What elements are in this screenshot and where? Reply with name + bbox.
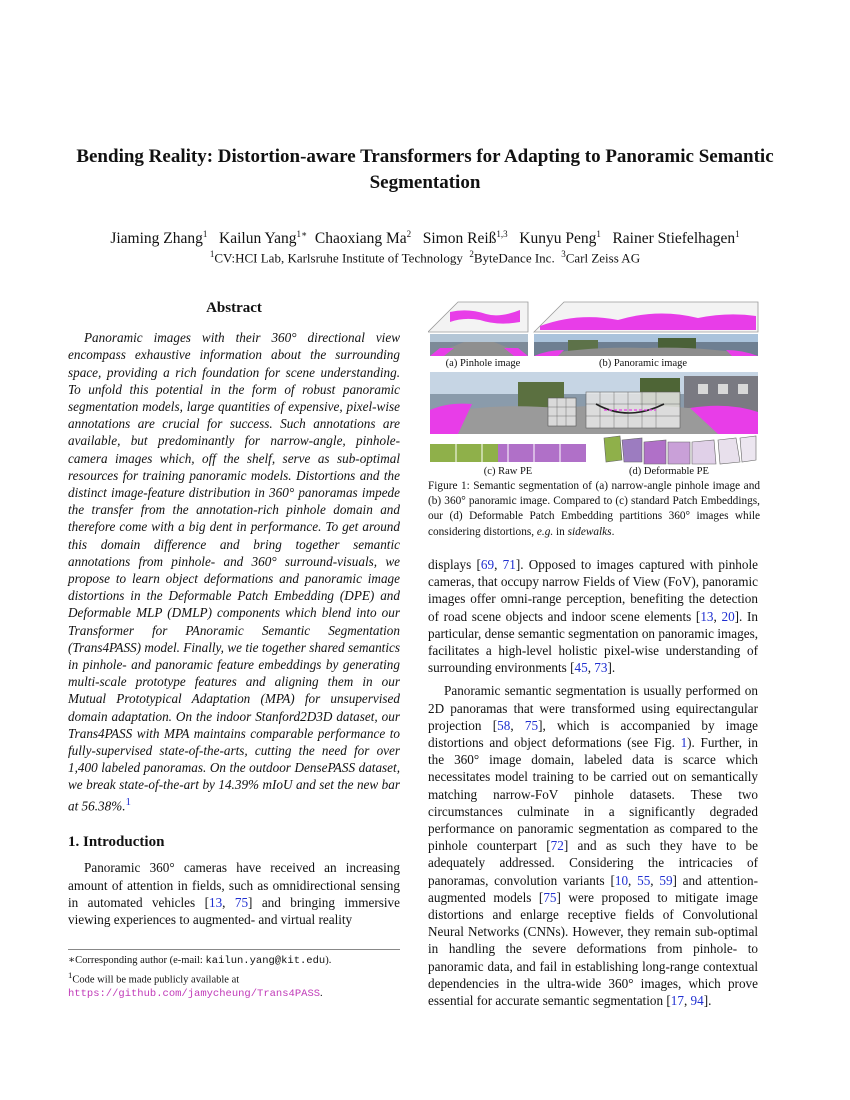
affiliation: CV:HCI Lab, Karlsruhe Institute of Technology [214, 250, 463, 266]
label-raw-pe: (c) Raw PE [483, 466, 533, 477]
paper-title: Bending Reality: Distortion-aware Transformers for Adapting to Panoramic Semantic Segmentation [76, 146, 774, 193]
figure-1-illustration [428, 298, 760, 476]
label-pinhole-image: (a) Pinhole image [445, 358, 521, 369]
intro-paragraph-1-continued: displays [69, 71]. Opposed to images captured with pinhole cameras, that occupy narrow Fields of View (FoV), panoramic images offer omni-range perception, benefiting the detection of road scene objects and indoor scene elements [13, 20]. In particular, dense semantic segmentation on panoramic images, facilitates a high-level holistic pixel-wise understanding of surrounding environments [45, 73]. [428, 557, 759, 676]
deformable-pe-strip [604, 436, 756, 464]
left-column [68, 300, 400, 934]
author-name: Kailun Yang [219, 230, 297, 248]
citation-link[interactable]: 45 [574, 660, 588, 676]
label-panoramic-image: (b) Panoramic image [598, 358, 688, 369]
citation-link[interactable]: 13 [700, 608, 714, 624]
footnote-number: 1 [68, 969, 73, 980]
author-name: Chaoxiang Ma [314, 230, 407, 248]
footnote-marker[interactable]: 1 [125, 795, 132, 808]
author-name: Jiaming Zhang [110, 230, 203, 248]
pinhole-image-panel [428, 302, 528, 356]
affiliation: ByteDance Inc. [473, 250, 555, 266]
text-run: ]. [607, 660, 616, 676]
text-run: ] and attention-augmented models [ [428, 872, 759, 905]
citation-link[interactable]: 59 [659, 872, 673, 888]
text-run: . [320, 987, 323, 999]
text-run: ], which is accompanied by image distortions and object deformations (see Fig. [428, 717, 759, 751]
affil-sup: 3 [561, 249, 566, 259]
affil-sup: 2 [469, 249, 474, 259]
citation-link[interactable]: 71 [502, 557, 516, 572]
text-run: Figure 1: Semantic segmentation of (a) narrow-angle pinhole image and (b) 360° panoramic image. Compared to (c) standard Patch Embeddings, our (d) Deformable Patch Embedding partitions 360° images while considering distortions, [428, 480, 760, 538]
text-run: ] were proposed to mitigate image distortions and enlarge receptive fields of Convolutional Neural Networks (CNNs). However, they remain sub-optimal in handling the severe deformations from pinhole- to panoramic data, and fail in establishing long-range contextual dependencies in the ultra-wide 360° images, which prove essential for accurate semantic segmentation [ [428, 889, 759, 1009]
text-run: ] and bringing immersive viewing experiences to augmented- and virtual reality [68, 894, 400, 928]
text-run: . [611, 525, 615, 538]
email-link[interactable]: kailun.yang@kit.edu [205, 955, 326, 967]
intro-paragraph-1: Panoramic 360° cameras have received an increasing amount of attention in fields, such as omnidirectional sensing in automated vehicles [13, 75] and bringing immersive viewing experiences to augmented- and virtual reality [68, 860, 400, 928]
author-name: Rainer Stiefelhagen [612, 230, 736, 248]
affiliation: Carl Zeiss AG [565, 250, 641, 266]
text-run: in [553, 525, 568, 538]
intro-heading: 1. Introduction [68, 834, 165, 851]
citation-link[interactable]: 75 [524, 717, 539, 733]
raw-pe-strip [430, 444, 586, 462]
figure-ref-link[interactable]: 1 [680, 735, 688, 751]
citation-link[interactable]: 94 [690, 993, 704, 1009]
author-affil-sup: 1 [735, 229, 740, 239]
text-run: ). Further, in the 360° image domain, labeled data is scarce which necessitates model training to be carried out on semantically matching narrow-FoV pinhole datasets. These two circumstances culminate in a significantly degraded performance on panoramic segmentation as compared to the pinhole counterpart [ [428, 735, 758, 854]
citation-link[interactable]: 73 [594, 660, 608, 676]
author-affil-sup: 2 [406, 229, 412, 239]
text-run: ). [325, 955, 332, 966]
intro-paragraph-2: Panoramic semantic segmentation is usually performed on 2D panoramas that were transformed using equirectangular projection [58, 75], which is accompanied by image distortions and object deformations (see Fig. 1). Further, in the 360° image domain, labeled data is scarce which necessitates model training to be carried out on semantically matching narrow-FoV pinhole datasets. These two circumstances culminate in a significantly degraded performance on panoramic segmentation as compared to the pinhole counterpart [72] and as such they have to be adequately addressed. Considering the intricacies of panoramas, convolution variants [10, 55, 59] and attention-augmented models [75] were proposed to mitigate image distortions and enlarge receptive fields of Convolutional Neural Networks (CNNs). However, they remain sub-optimal in handling the severe deformations from pinhole- to panoramic data, and fail in establishing long-range contextual dependencies in the ultra-wide 360° images, which prove essential for accurate semantic segmentation [17, 94]. [428, 683, 759, 1009]
citation-link[interactable]: 72 [550, 838, 564, 854]
citation-link[interactable]: 69 [480, 557, 495, 572]
text-run: e.g. [536, 525, 554, 538]
text-run: ]. Opposed to images captured with pinhole cameras, that occupy narrow Fields of View (FoV), panoramic images offer omni-range perception, benefiting the detection of road scene objects and indoor scene elements [ [428, 557, 759, 624]
citation-link[interactable]: 75 [543, 889, 557, 905]
citation-link[interactable]: 58 [497, 717, 511, 733]
author-name: Kunyu Peng [519, 230, 597, 248]
footnotes [68, 949, 400, 1001]
author-affil-sup: 1 [202, 229, 208, 239]
panoramic-image-panel [534, 302, 758, 356]
right-column [428, 556, 758, 1015]
author-affil-sup: 1∗ [296, 229, 308, 239]
citation-link[interactable]: 55 [637, 872, 651, 888]
citation-link[interactable]: 17 [670, 993, 684, 1009]
citation-link[interactable]: 20 [721, 608, 735, 624]
text-run: ]. [703, 993, 712, 1009]
text-run: ]. In particular, dense semantic segmentation on panoramic images, facilitates a high-level holistic pixel-wise understanding of surrounding environments [ [428, 608, 758, 676]
citation-link[interactable]: 13 [208, 894, 223, 910]
author-affil-sup: 1,3 [496, 229, 508, 239]
text-run: Panoramic 360° cameras have received an increasing amount of attention in fields, such as omnidirectional sensing in automated vehicles [ [68, 860, 400, 910]
text-run: Panoramic semantic segmentation is usually performed on 2D panoramas that were transformed using equirectangular projection [ [428, 683, 758, 733]
abstract-body: Panoramic images with their 360° directional view encompass exhaustive information about the surrounding space, providing a rich foundation for scene understanding. To unfold this potential in the form of robust panoramic segmentation models, large quantities of expensive, pixel-wise annotations are crucial for success. Such annotations are available, but predominantly for narrow-angle, pinhole-camera images which, off the shelf, serve as sub-optimal resources for training panoramic models. Distortions and the distinct image-feature distribution in 360° panoramas impede the transfer from the annotation-rich pinhole domain and therefore come with a big dent in performance. To get around this domain difference and bring together semantic annotations from pinhole- and 360° surround-visuals, we propose to learn object deformations and panoramic image distortions in the Deformable Patch Embedding (DPE) and Deformable MLP (DMLP) components which blend into our Transformer for PAnoramic Semantic Segmentation (Trans4PASS) model. Finally, we tie together shared semantics in pinhole- and panoramic feature embeddings by generating multi-scale prototype features and aligning them in our Mutual Prototypical Adaptation (MPA) for unsupervised domain adaptation. On the indoor Stanford2D3D dataset, our Trans4PASS with MPA maintains comparable performance to fully-supervised state-of-the-arts, cutting the need for over 1,400 labeled panoramas. On the outdoor DensePASS dataset, we break state-of-the-art by 14.39% mIoU and set the new bar at 56.38%. [68, 330, 400, 814]
text-run: ∗Corresponding author (e-mail: [68, 955, 206, 966]
label-deformable-pe: (d) Deformable PE [629, 466, 709, 477]
corresponding-author-note [68, 954, 400, 969]
text-run: ] and as such they have to be adequately addressed. Considering the intricacies of panoramas, convolution variants [ [428, 838, 758, 888]
citation-link[interactable]: 10 [614, 872, 629, 888]
affil-sup: 1 [209, 249, 215, 259]
code-url-link[interactable]: https://github.com/jamycheung/Trans4PASS [68, 987, 321, 1000]
code-availability-note [68, 969, 400, 1002]
author-affil-sup: 1 [596, 229, 601, 239]
text-run: sidewalks [567, 525, 612, 538]
figure-caption [428, 479, 760, 540]
text-run: Code will be made publicly available at [72, 974, 240, 985]
affiliation-list [60, 245, 790, 267]
text-run: displays [ [428, 557, 481, 572]
citation-link[interactable]: 75 [234, 894, 249, 910]
author-name: Simon Reiß [422, 230, 497, 248]
figure-1 [428, 298, 760, 552]
abstract-text [68, 329, 400, 814]
abstract-heading: Abstract [206, 300, 262, 316]
main-panorama-panel [430, 372, 758, 434]
